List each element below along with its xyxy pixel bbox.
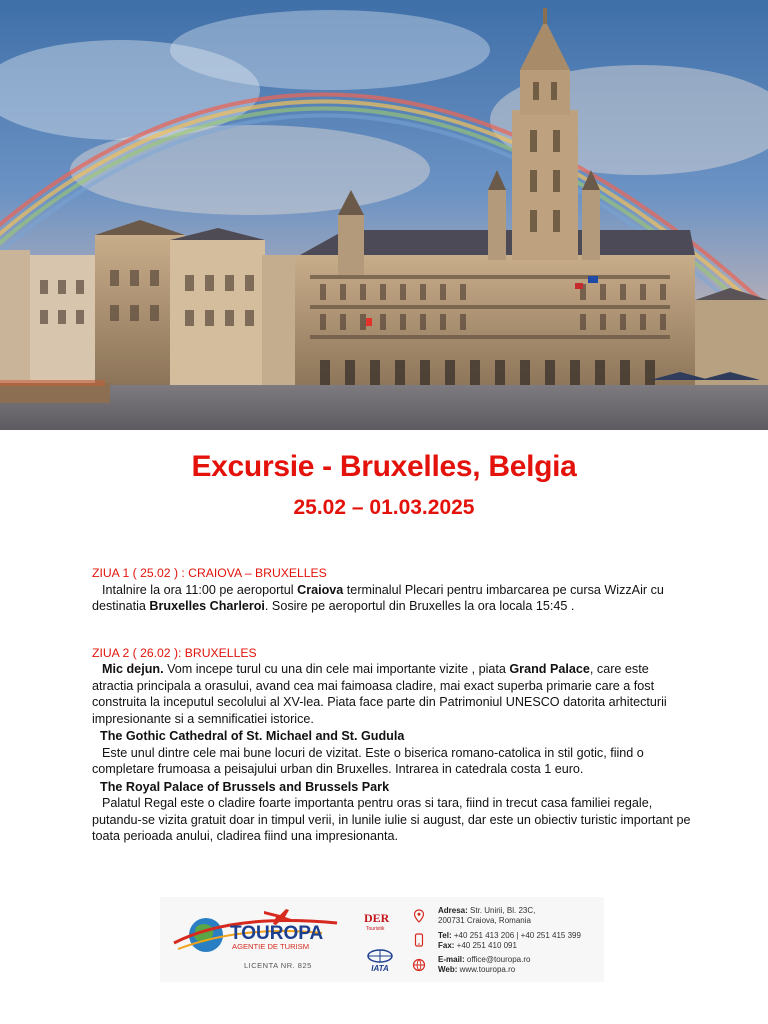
phone-icon <box>412 933 426 947</box>
phone-block: Tel: +40 251 413 206 | +40 251 415 399 Fax: +40 251 410 091 <box>438 931 581 950</box>
page-title: Excursie - Bruxelles, Belgia <box>191 450 577 483</box>
day-2-paragraph-1: Mic dejun. Vom incepe turul cu una din cele mai importante vizite , piata Grand Palace, care este atractia principala a orasului, avand cea mai faimoasa cladire, mai exact superba primarie care a fost construita la inceputul secolului al XV-lea. Piata face parte din Patrimoniul UNESCO datorita arhitecturii impresionante si a semnificatiei istorice. <box>92 662 667 726</box>
royal-palace-heading: The Royal Palace of Brussels and Brussels Park <box>100 779 390 794</box>
day-2-paragraph-3: Palatul Regal este o cladire foarte importanta pentru oras si tara, fiind in trecut casa familiei regale, putandu-se vizita gratuit doar in timpul verii, in lunile iulie si august, dar este un obiectiv turistic important pe toata perioada anului, cladirea fiind una impresionanta. <box>92 796 691 843</box>
hero-image-grand-place <box>0 0 768 430</box>
globe-icon <box>412 958 426 972</box>
address-block: Adresa: Str. Unirii, Bl. 23C, 200731 Craiova, Romania <box>438 906 536 925</box>
email-link[interactable]: office@touropa.ro <box>464 955 531 964</box>
agency-footer <box>160 897 604 982</box>
svg-text:IATA: IATA <box>371 964 389 973</box>
cathedral-heading: The Gothic Cathedral of St. Michael and St. Gudula <box>100 729 405 743</box>
svg-text:AGENTIE DE TURISM: AGENTIE DE TURISM <box>232 942 310 951</box>
website-link[interactable]: www.touropa.ro <box>457 965 516 974</box>
day-2-heading: ZIUA 2 ( 26.02 ): BRUXELLES <box>92 645 257 660</box>
iata-logo <box>360 949 400 973</box>
der-touristik-logo: DER <box>364 911 390 925</box>
day-2-paragraph-2: Este unul dintre cele mai bune locuri de vizitat. Este o biserica romano-catolica in stil gotic, fiind o completare frumoasa a peisajului urban din Bruxelles. Intrarea in catedrala costa 1 euro. <box>92 745 644 776</box>
day-1-heading: ZIUA 1 ( 25.02 ) : CRAIOVA – BRUXELLES <box>92 566 327 580</box>
svg-text:TOUROPA: TOUROPA <box>230 923 324 944</box>
location-icon <box>412 909 426 923</box>
day-1-paragraph: Intalnire la ora 11:00 pe aeroportul Craiova terminalul Plecari pentru imbarcarea pe cursa WizzAir cu destinatia Bruxelles Charleroi. Sosire pe aeroportul din Bruxelles la ora locala 15:45 . <box>92 582 664 613</box>
license-number: LICENTA NR. 825 <box>244 961 312 970</box>
trip-dates: 25.02 – 01.03.2025 <box>293 496 475 519</box>
der-touristik-sub: Touristik <box>366 926 385 932</box>
web-block: E-mail: office@touropa.ro Web: www.touropa.ro <box>438 955 531 974</box>
touropa-logo <box>172 905 342 961</box>
itinerary <box>92 565 692 845</box>
